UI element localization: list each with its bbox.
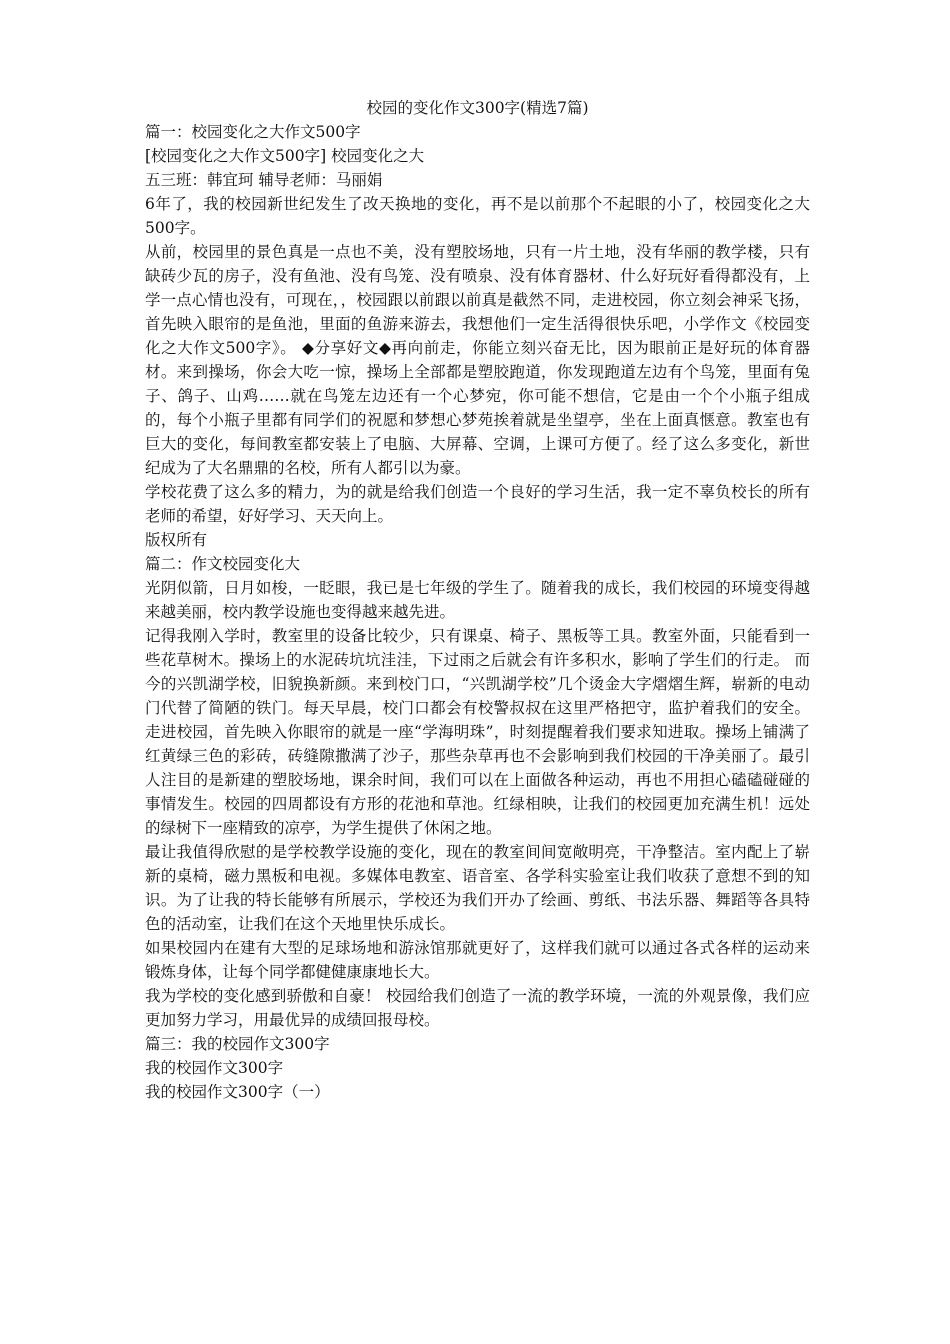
section-heading: 篇二：作文校园变化大 xyxy=(145,555,301,573)
copyright-line: 版权所有 xyxy=(145,531,208,549)
section-heading: 篇三：我的校园作文300字 xyxy=(145,1035,330,1053)
subheading: [校园变化之大作文500字] 校园变化之大 xyxy=(145,147,425,165)
subheading: 我的校园作文300字（一） xyxy=(145,1083,330,1101)
paragraph: 光阴似箭，日月如梭，一眨眼，我已是七年级的学生了。随着我的成长，我们校园的环境变得越来越美丽，校内教学设施也变得越来越先进。 xyxy=(145,579,810,621)
paragraph: 我为学校的变化感到骄傲和自豪！ 校园给我们创造了一流的教学环境，一流的外观景像，我们应更加努力学习，用最优异的成绩回报母校。 xyxy=(145,987,810,1029)
document-body xyxy=(145,96,810,1104)
paragraph: 学校花费了这么多的精力，为的就是给我们创造一个良好的学习生活，我一定不辜负校长的所有老师的希望，好好学习、天天向上。 xyxy=(145,483,810,525)
paragraph: 从前，校园里的景色真是一点也不美，没有塑胶场地，只有一片土地，没有华丽的教学楼，只有缺砖少瓦的房子，没有鱼池、没有鸟笼、没有喷泉、没有体育器材、什么好玩好看得都没有，上学一点心情也没有，可现在，，校园跟以前跟以前真是截然不同，走进校园，你立刻会神采飞扬，首先映入眼帘的是鱼池，里面的鱼游来游去，我想他们一定生活得很快乐吧，小学作文《校园变化之大作文500字》。 ◆分享好文◆再向前走，你能立刻兴奋无比，因为眼前正是好玩的体育器材。来到操场，你会大吃一惊，操场上全部都是塑胶跑道，你发现跑道左边有个鸟笼，里面有兔子、鸽子、山鸡……就在鸟笼左边还有一个心梦宛，你可能不想信，它是由一个个小瓶子组成的，每个小瓶子里都有同学们的祝愿和梦想心梦苑挨着就是坐望亭，坐在上面真惬意。教室也有巨大的变化，每间教室都安装上了电脑、大屏幕、空调，上课可方便了。经了这么多变化，新世纪成为了大名鼎鼎的名校，所有人都引以为豪。 xyxy=(145,243,810,477)
document-title: 校园的变化作文300字(精选7篇) xyxy=(366,99,589,117)
section-heading: 篇一：校园变化之大作文500字 xyxy=(145,123,361,141)
subheading: 我的校园作文300字 xyxy=(145,1059,284,1077)
author-line: 五三班：韩宜珂 辅导老师：马丽娟 xyxy=(145,171,383,189)
paragraph: 如果校园内在建有大型的足球场地和游泳馆那就更好了，这样我们就可以通过各式各样的运动来锻炼身体，让每个同学都健健康康地长大。 xyxy=(145,939,810,981)
paragraph: 记得我刚入学时，教室里的设备比较少，只有课桌、椅子、黑板等工具。教室外面，只能看到一些花草树木。操场上的水泥砖坑坑洼洼，下过雨之后就会有许多积水，影响了学生们的行走。 而今的兴凯湖学校，旧貌换新颜。来到校门口，“兴凯湖学校”几个烫金大字熠熠生辉，崭新的电动门代替了简陋的铁门。每天早晨，校门口都会有校警叔叔在这里严格把守，监护着我们的安全。走进校园，首先映入你眼帘的就是一座“学海明珠”，时刻提醒着我们要求知进取。操场上铺满了红黄绿三色的彩砖，砖缝隙撒满了沙子，那些杂草再也不会影响到我们校园的干净美丽了。最引人注目的是新建的塑胶场地，课余时间，我们可以在上面做各种运动，再也不用担心磕磕碰碰的事情发生。校园的四周都设有方形的花池和草池。红绿相映，让我们的校园更加充满生机！远处的绿树下一座精致的凉亭，为学生提供了休闲之地。 xyxy=(145,627,810,837)
paragraph: 6年了，我的校园新世纪发生了改天换地的变化，再不是以前那个不起眼的小了，校园变化之大500字。 xyxy=(145,195,810,237)
paragraph: 最让我值得欣慰的是学校教学设施的变化，现在的教室间间宽敞明亮，干净整洁。室内配上了崭新的桌椅，磁力黑板和电视。多媒体电教室、语音室、各学科实验室让我们收获了意想不到的知识。为了让我的特长能够有所展示，学校还为我们开办了绘画、剪纸、书法乐器、舞蹈等各具特色的活动室，让我们在这个天地里快乐成长。 xyxy=(145,843,810,933)
